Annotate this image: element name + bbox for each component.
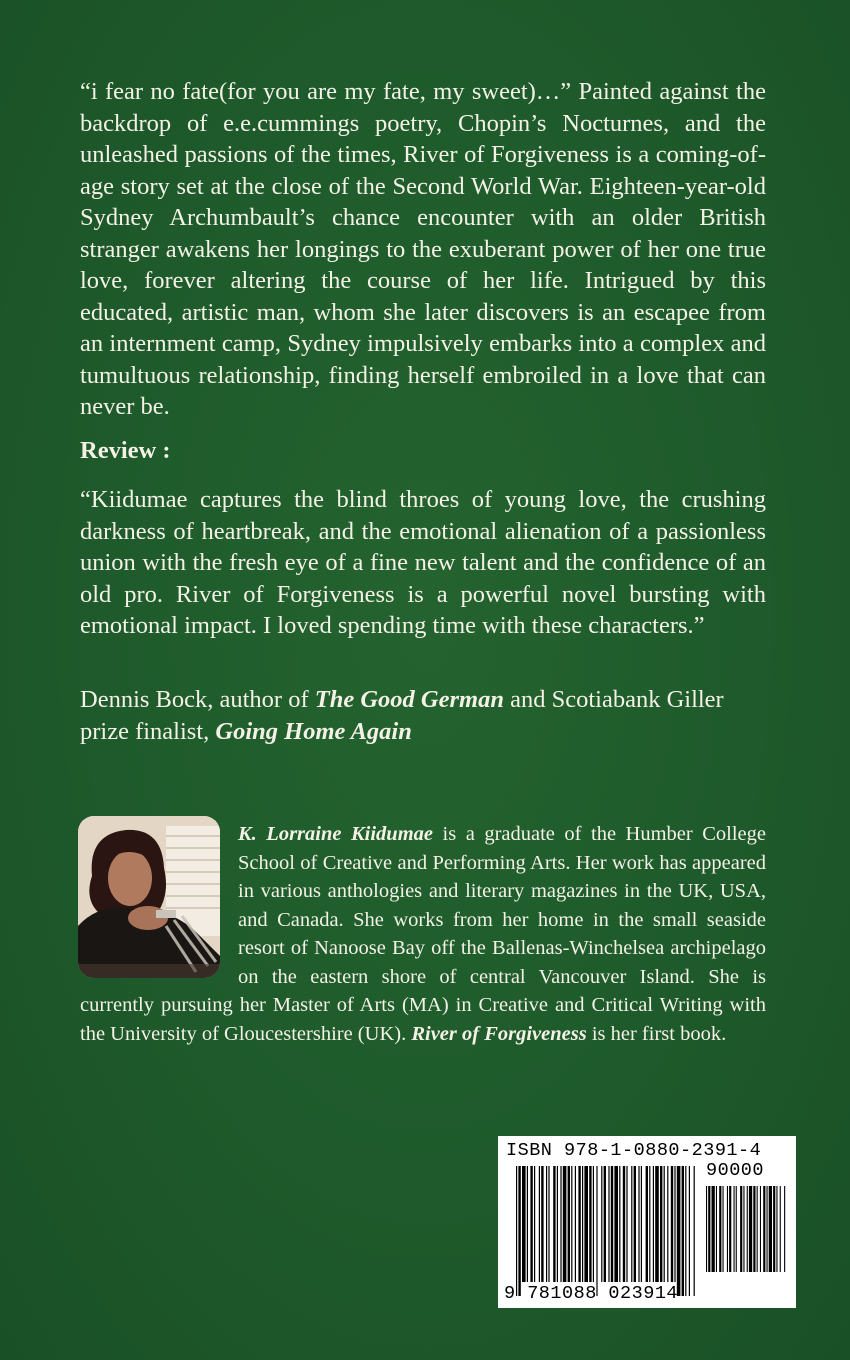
barcode-bar: [727, 1186, 728, 1272]
barcode-bar: [706, 1186, 707, 1272]
barcode-bar: [584, 1166, 588, 1282]
barcode-bar: [671, 1166, 673, 1282]
barcode-bar: [736, 1186, 737, 1272]
barcode-bar: [553, 1166, 555, 1282]
barcode-bar: [596, 1166, 597, 1296]
attribution-middle: and Scotiabank Giller prize finalist,: [80, 686, 724, 745]
isbn-label: ISBN 978-1-0880-2391-4: [506, 1140, 762, 1161]
barcode-bar: [516, 1166, 517, 1296]
barcode-bar: [757, 1186, 758, 1272]
barcode-bar: [773, 1186, 775, 1272]
barcode-bar: [546, 1166, 547, 1282]
barcode-bar: [749, 1186, 752, 1272]
barcode-bar: [689, 1166, 690, 1296]
barcode-bar: [560, 1166, 561, 1282]
barcode-bar: [716, 1186, 717, 1272]
bio-text-end: is her first book.: [591, 1022, 727, 1045]
barcode-bar: [682, 1166, 684, 1296]
barcode-bar: [769, 1186, 772, 1272]
barcode-bar: [719, 1186, 721, 1272]
barcode-bar: [548, 1166, 549, 1282]
barcode-bar: [522, 1166, 526, 1282]
barcode-bar: [619, 1166, 620, 1282]
barcode-bar: [530, 1166, 532, 1282]
barcode-bar: [614, 1166, 618, 1282]
barcode-bar: [767, 1186, 768, 1272]
barcode-bar: [763, 1186, 765, 1272]
isbn-barcode: [498, 1136, 796, 1308]
barcode-bar: [608, 1166, 609, 1282]
barcode-bar: [776, 1186, 777, 1272]
barcode-bar: [677, 1166, 681, 1296]
attribution-prefix: Dennis Bock, author of: [80, 686, 309, 713]
barcode-bar: [653, 1166, 654, 1282]
barcode-bar: [541, 1166, 543, 1282]
barcode-bar: [743, 1186, 744, 1272]
barcode-bar: [708, 1186, 710, 1272]
barcode-bar: [518, 1166, 520, 1296]
barcode-bar: [534, 1166, 535, 1282]
barcode-bar: [563, 1166, 567, 1282]
barcode-bar: [729, 1186, 731, 1272]
barcode-bar: [760, 1186, 761, 1272]
bio-book-title: River of Forgiveness: [411, 1022, 587, 1045]
review-attribution: [80, 684, 770, 747]
addon-code: 90000: [706, 1160, 765, 1181]
ean-digits: 9 781088 023914: [504, 1283, 679, 1304]
barcode-bar: [638, 1166, 639, 1282]
review-quote: “Kiidumae captures the blind throes of young love, the crushing darkness of heartbreak, and the emotional alienation of a passionless union with the fresh eye of a fine new talent and the confidence of an old pro. River of Forgiveness is a powerful novel bursting with emotional impact. I loved spending time with these characters.”: [80, 486, 766, 639]
barcode-bar: [712, 1186, 715, 1272]
barcode-bar: [539, 1166, 540, 1282]
barcode-bar: [649, 1166, 650, 1282]
barcode-bar: [571, 1166, 572, 1282]
barcode-bar: [589, 1166, 591, 1282]
barcode-bar: [601, 1166, 602, 1282]
barcode-bar: [557, 1166, 558, 1282]
ean-barcode-bars: [516, 1166, 696, 1296]
barcode-bar: [568, 1166, 570, 1282]
barcode-bar: [784, 1186, 785, 1272]
barcode-bar: [655, 1166, 659, 1282]
barcode-bar: [593, 1166, 594, 1282]
barcode-bar: [631, 1166, 632, 1282]
barcode-bar: [604, 1166, 606, 1282]
barcode-bar: [582, 1166, 583, 1282]
barcode-bar: [646, 1166, 648, 1282]
book-title-going-home-again: Going Home Again: [215, 717, 412, 745]
barcode-bar: [578, 1166, 580, 1282]
barcode-bar: [674, 1166, 675, 1282]
barcode-bar: [747, 1186, 748, 1272]
addon-barcode-bars: [706, 1186, 788, 1286]
barcode-bar: [527, 1166, 528, 1282]
barcode-bar: [626, 1166, 627, 1282]
barcode-bar: [660, 1166, 662, 1282]
book-title-good-german: The Good German: [314, 686, 504, 713]
barcode-bar: [575, 1166, 576, 1282]
barcode-bar: [641, 1166, 642, 1282]
bio-text-main: is a graduate of the Humber College School of Creative and Performing Arts. Her work has appeared in various anthologies and literary magazines in the UK, USA, and Canada. She works from her home in the small seaside resort of Nanoose Bay off the Ballenas-Winchelsea archipelago on the eastern shore of central Vancouver Island. She is currently pursuing her Master of Arts (MA) in Creative and Critical Writing with the University of Gloucestershire (UK).: [80, 823, 767, 1045]
barcode-bar: [611, 1166, 613, 1282]
author-bio: [80, 820, 766, 1048]
barcode-bar: [623, 1166, 625, 1282]
barcode-bar: [634, 1166, 636, 1282]
photo-text-wrap-spacer: [80, 820, 238, 980]
barcode-bar: [740, 1186, 742, 1272]
review-heading: Review :: [80, 437, 171, 464]
back-cover-blurb: “i fear no fate(for you are my fate, my sweet)…” Painted against the backdrop of e.e.cummings poetry, Chopin’s Nocturnes, and the unleashed passions of the times, River of Forgiveness is a coming-of-age story set at the close of the Second World War. Eighteen-year-old Sydney Archumbault’s chance encounter with an older British stranger awakens her longings to the exuberant power of her one true love, forever altering the course of her life. Intrigued by this educated, artistic man, whom she later discovers is an escapee from an internment camp, Sydney impulsively embarks into a complex and tumultuous relationship, finding herself embroiled in a love that can never be.: [80, 78, 766, 420]
author-name: K. Lorraine Kiidumae: [238, 823, 434, 845]
barcode-bar: [667, 1166, 668, 1282]
barcode-bar: [723, 1186, 724, 1272]
barcode-bar: [664, 1166, 665, 1282]
barcode-bar: [780, 1186, 781, 1272]
barcode-bar: [694, 1166, 695, 1296]
barcode-bar: [685, 1166, 686, 1296]
barcode-bar: [734, 1186, 735, 1272]
barcode-bar: [753, 1186, 755, 1272]
